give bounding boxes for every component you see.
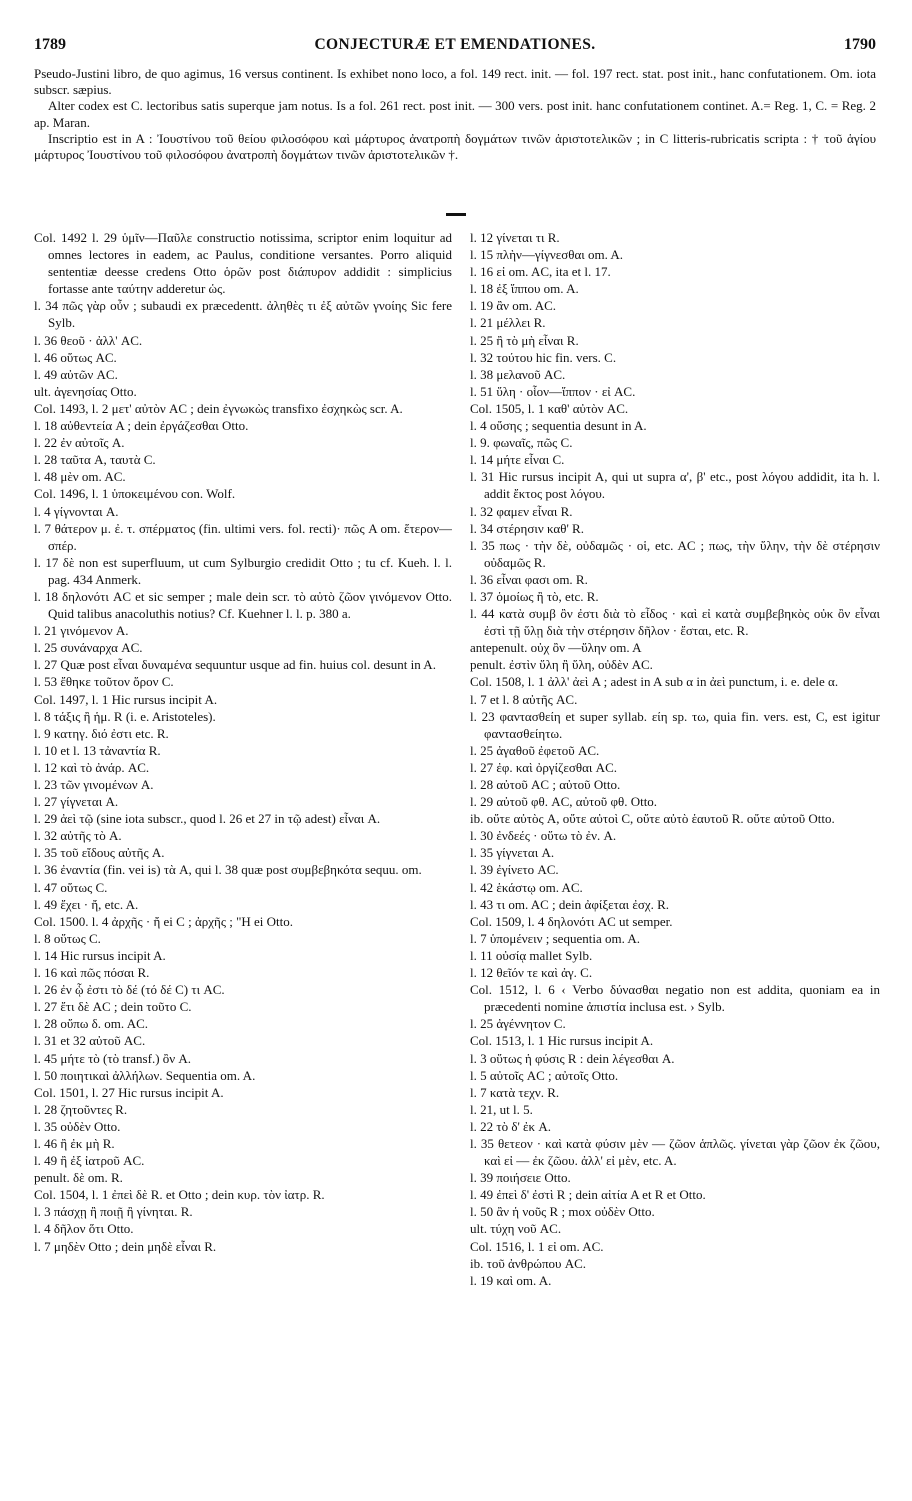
note-entry: l. 53 ἔθηκε τοῦτον ὅρον C.	[34, 674, 174, 690]
note-entry: l. 25 ἢ τὸ μὴ εἶναι R.	[470, 332, 579, 348]
note-entry: l. 35 γίγνεται A.	[470, 845, 555, 861]
note-entry: l. 31 et 32 αὐτοῦ AC.	[34, 1033, 146, 1049]
note-entry: l. 8 οὕτως C.	[34, 930, 101, 946]
note-entry: l. 16 εἰ om. AC, ita et l. 17.	[470, 264, 611, 280]
note-entry: Col. 1501, l. 27 Hic rursus incipit A.	[34, 1084, 224, 1100]
note-entry: l. 4 δῆλον ὅτι Otto.	[34, 1221, 134, 1237]
note-entry: l. 14 Hic rursus incipit A.	[34, 947, 166, 963]
note-entry: l. 35 θετεον · καὶ κατὰ φύσιν μὲν — ζῶον ἁπλῶς. γίνεται γὰρ ζῶον ἐκ ζῶου, καὶ εἰ — ἐκ ζῶου. ἀλλ' εἰ μὲν, etc. A.	[470, 1135, 880, 1169]
note-entry: Col. 1496, l. 1 ὑποκειμένου con. Wolf.	[34, 486, 236, 502]
note-entry: l. 35 τοῦ εἴδους αὐτῆς A.	[34, 845, 165, 861]
note-entry: l. 15 πλὴν—γίγνεσθαι om. A.	[470, 247, 624, 263]
note-entry: l. 36 ἐναντία (fin. vei is) τὰ A, qui l. 38 quæ post συμβεβηκότα sequu. om.	[34, 862, 422, 878]
intro-paragraph: Inscriptio est in A : Ἰουστίνου τοῦ θείου φιλοσόφου καὶ μάρτυρος ἀνατροπὴ δογμάτων τινῶν ἀριστοτελικῶν ; in C litteris-rubricatis scripta : † τοῦ ἁγίου μάρτυρος Ἰουστίνου τοῦ φιλοσόφου ἀνατροπὴ δογμάτων τινῶν ἀριστοτελικῶν †.	[34, 130, 876, 163]
note-entry: l. 51 ὕλη · οἷον—ἵππον · εἰ AC.	[470, 383, 636, 399]
note-entry: l. 8 τάξις ἢ ἡμ. R (i. e. Aristoteles).	[34, 708, 216, 724]
note-entry: l. 38 μελανοῦ AC.	[470, 366, 566, 382]
note-entry: l. 28 ταῦτα A, ταυτὰ C.	[34, 452, 156, 468]
note-entry: Col. 1516, l. 1 εἰ om. AC.	[470, 1238, 604, 1254]
note-entry: l. 49 αὐτῶν AC.	[34, 366, 118, 382]
intro-paragraph: Alter codex est C. lectoribus satis superque jam notus. Is a fol. 261 rect. post init. — 300 vers. post init. hanc confutationem continet. A.= Reg. 1, C. = Reg. 2 ap. Maran.	[34, 98, 876, 130]
right-column	[470, 229, 880, 1289]
note-entry: l. 32 τούτου hic fin. vers. C.	[470, 349, 617, 365]
intro-paragraphs	[34, 66, 876, 163]
note-entry: l. 48 μὲν om. AC.	[34, 469, 126, 485]
note-entry: l. 16 καὶ πῶς πόσαι R.	[34, 965, 150, 981]
left-column	[34, 229, 452, 1255]
note-entry: l. 43 τι om. AC ; dein ἀφίξεται ἐσχ. R.	[470, 896, 670, 912]
note-entry: l. 37 ὁμοίως ἢ τὸ, etc. R.	[470, 588, 599, 604]
note-entry: ult. τύχη νοῦ AC.	[470, 1221, 562, 1237]
note-entry: l. 32 αὐτῆς τὸ A.	[34, 828, 122, 844]
note-entry: Col. 1504, l. 1 ἐπεὶ δὲ R. et Otto ; dein κυρ. τὸν ἰατρ. R.	[34, 1187, 325, 1203]
note-entry: l. 21, ut l. 5.	[470, 1101, 533, 1117]
note-entry: l. 4 οὔσης ; sequentia desunt in A.	[470, 418, 647, 434]
note-entry: l. 7 θάτερον μ. ἐ. τ. σπέρματος (fin. ultimi vers. fol. recti)· πῶς A om. ἕτερον—σπέρ.	[34, 520, 452, 553]
note-entry: l. 10 et l. 13 τἀναντία R.	[34, 742, 161, 758]
note-entry: l. 5 αὐτοῖς AC ; αὐτοῖς Otto.	[470, 1067, 619, 1083]
note-entry: l. 21 μέλλει R.	[470, 315, 546, 331]
note-entry: l. 39 ἐγίνετο AC.	[470, 862, 559, 878]
note-entry: l. 49 ἢ ἐξ ἰατροῦ AC.	[34, 1153, 145, 1169]
note-entry: l. 4 γίγνονται A.	[34, 503, 119, 519]
note-entry: l. 27 Quæ post εἶναι δυναμένα sequuntur usque ad fin. huius col. desunt in A.	[34, 657, 436, 673]
note-entry: penult. ἐστὶν ὕλη ἢ ὕλη, οὐδὲν AC.	[470, 657, 653, 673]
note-entry: l. 25 ἀγαθοῦ ἐφετοῦ AC.	[470, 742, 600, 758]
note-entry: l. 18 αὐθεντεία A ; dein ἐργάζεσθαι Otto.	[34, 418, 249, 434]
note-entry: Col. 1508, l. 1 ἀλλ' ἀεὶ A ; adest in A sub α in ἀεὶ punctum, i. e. dele α.	[470, 674, 839, 690]
note-entry: l. 7 μηδὲν Otto ; dein μηδὲ εἶναι R.	[34, 1238, 217, 1254]
note-entry: l. 18 δηλονότι AC et sic semper ; male dein scr. τὸ αὐτὸ ζῶον γινόμενον Otto. Quid talibus anacoluthis notius? Cf. Kuehner l. l. p. 380 a.	[34, 588, 452, 622]
note-entry: l. 25 ἀγέννητον C.	[470, 1016, 566, 1032]
note-entry: l. 30 ἐνδεές · οὕτω τὸ ἐν. A.	[470, 828, 617, 844]
note-entry: l. 26 ἐν ᾧ ἐστι τὸ δέ (τό δέ C) τι AC.	[34, 982, 225, 998]
note-entry: l. 12 γίνεται τι R.	[470, 230, 560, 245]
note-entry: l. 3 οὕτως ἡ φύσις R : dein λέγεσθαι A.	[470, 1050, 675, 1066]
note-entry: ult. ἀγενησίας Otto.	[34, 383, 137, 399]
note-entry: l. 50 ἂν ἡ νοῦς R ; mox οὐδὲν Otto.	[470, 1204, 655, 1220]
note-entry: l. 17 δὲ non est superfluum, ut cum Sylburgio credidit Otto ; tu cf. Kueh. l. l. pag. 434 Anmerk.	[34, 554, 452, 587]
running-title: CONJECTURÆ ET EMENDATIONES.	[314, 36, 596, 53]
note-entry: l. 9 κατηγ. διό ἐστι etc. R.	[34, 725, 169, 741]
note-entry: l. 50 ποιητικαὶ ἀλλήλων. Sequentia om. A.	[34, 1067, 256, 1083]
note-entry: l. 34 στέρησιν καθ' R.	[470, 520, 584, 536]
note-entry: l. 3 πάσχῃ ἢ ποιῇ ἢ γίνηται. R.	[34, 1204, 193, 1220]
note-entry: l. 49 ἐπεὶ δ' ἐστὶ R ; dein αἰτία A et R et Otto.	[470, 1187, 706, 1203]
section-divider	[446, 213, 466, 216]
note-entry: Col. 1512, l. 6 ‹ Verbo δύνασθαι negatio non est addita, quoniam ea in præcedenti nomine ἀπιστία inclusa est. › Sylb.	[470, 982, 880, 1015]
note-entry: l. 45 μήτε τὸ (τὸ transf.) ὂν A.	[34, 1050, 192, 1066]
page-number-right: 1790	[844, 36, 876, 53]
note-entry: l. 22 τὸ δ' ἐκ A.	[470, 1118, 551, 1134]
note-entry: l. 7 κατὰ τεχν. R.	[470, 1084, 560, 1100]
note-entry: l. 9. φωναῖς, πῶς C.	[470, 435, 573, 451]
note-entry: penult. δὲ om. R.	[34, 1170, 123, 1186]
note-entry: Col. 1497, l. 1 Hic rursus incipit A.	[34, 691, 218, 707]
note-entry: l. 36 θεοῦ · ἀλλ' AC.	[34, 332, 143, 348]
note-entry: l. 18 ἐξ ἵππου om. A.	[470, 281, 579, 297]
note-entry: l. 29 ἀεὶ τῷ (sine iota subscr., quod l. 26 et 27 in τῷ adest) εἶναι A.	[34, 811, 381, 827]
note-entry: l. 39 ποιήσειε Otto.	[470, 1170, 571, 1186]
note-entry: Col. 1493, l. 2 μετ' αὐτὸν AC ; dein ἐγνωκὼς transfixo ἐσχηκὼς scr. A.	[34, 400, 403, 416]
note-entry: Col. 1509, l. 4 δηλονότι AC ut semper.	[470, 913, 673, 929]
note-entry: l. 36 εἶναι φασι om. R.	[470, 571, 588, 587]
running-header	[34, 36, 876, 58]
note-entry: l. 11 οὐσίᾳ mallet Sylb.	[470, 947, 593, 963]
note-entry: l. 23 τῶν γινομένων A.	[34, 777, 154, 792]
note-entry: l. 12 θεῖόν τε καὶ ἀγ. C.	[470, 965, 593, 981]
note-entry: l. 27 ἐφ. καὶ ὀργίζεσθαι AC.	[470, 759, 617, 775]
note-entry: l. 22 ἐν αὐτοῖς A.	[34, 435, 125, 451]
note-entry: l. 19 καὶ om. A.	[470, 1272, 552, 1288]
note-entry: ib. τοῦ ἀνθρώπου AC.	[470, 1255, 587, 1271]
note-entry: l. 29 αὐτοῦ φθ. AC, αὐτοῦ φθ. Otto.	[470, 794, 658, 810]
note-entry: l. 35 οὐδὲν Otto.	[34, 1118, 121, 1134]
page-number-left: 1789	[34, 36, 66, 53]
note-entry: l. 28 ζητοῦντες R.	[34, 1101, 128, 1117]
note-entry: Col. 1500. l. 4 ἀρχῆς · ἤ ei C ; ἀρχῆς ; "H ei Otto.	[34, 913, 294, 929]
note-entry: l. 12 καὶ τὸ ἀνάρ. AC.	[34, 759, 150, 775]
note-entry: Col. 1492 l. 29 ὑμῖν—Παῦλε constructio notissima, scriptor enim loquitur ad omnes lectores in eadem, ac Paulus, conditione versantes. Porro aliquid sententiæ deesse credens Otto ὁρῶν post διάπυρον addidit : simplicius fortasse ante ταύτην adderetur ὡς.	[34, 230, 452, 297]
note-entry: l. 28 αὐτοῦ AC ; αὐτοῦ Otto.	[470, 777, 621, 792]
note-entry: l. 35 πως · τὴν δὲ, οὐδαμῶς · οἱ, etc. AC ; πως, τὴν ὕλην, τὴν δὲ στέρησιν οὐδαμῶς R.	[470, 537, 880, 570]
note-entry: l. 32 φαμεν εἶναι R.	[470, 503, 573, 519]
note-entry: l. 34 πῶς γὰρ οὖν ; subaudi ex præcedentt. ἀληθὲς τι ἐξ αὐτῶν γνοίης Sic fere Sylb.	[34, 298, 452, 331]
note-entry: l. 31 Hic rursus incipit A, qui ut supra α', β' etc., post λόγου addidit, ita h. l. addit ἔκτος post λόγου.	[470, 469, 880, 502]
note-entry: l. 49 ἔχει · ἤ, etc. A.	[34, 896, 139, 912]
note-entry: l. 14 μήτε εἶναι C.	[470, 452, 565, 468]
note-entry: l. 44 κατὰ συμβ ὂν ἐστι διὰ τὸ εἶδος · καὶ εἰ κατὰ συμβεβηκὸς οὐκ ὂν εἶναι ἐστὶ τῇ ὕλῃ διὰ τὴν στέρησιν δῆλον · ἔσται, etc. R.	[470, 606, 880, 639]
note-entry: ib. οὔτε αὐτὸς A, οὔτε αὐτοὶ C, οὔτε αὐτὸ ἑαυτοῦ R. οὔτε αὐτοῦ Otto.	[470, 811, 835, 827]
note-entry: l. 21 γινόμενον A.	[34, 623, 129, 639]
note-entry: l. 27 ἔτι δὲ AC ; dein τοῦτο C.	[34, 999, 192, 1015]
intro-paragraph: Pseudo-Justini libro, de quo agimus, 16 versus continent. Is exhibet nono loco, a fol. 149 rect. init. — fol. 197 rect. stat. post init., hanc confutationem. Om. iota subscr. sæpius.	[34, 66, 876, 98]
note-entry: l. 47 οὕτως C.	[34, 879, 108, 895]
note-entry: l. 19 ἂν om. AC.	[470, 298, 557, 314]
note-entry: l. 27 γίγνεται A.	[34, 794, 119, 810]
note-entry: Col. 1505, l. 1 καθ' αὐτὸν AC.	[470, 400, 629, 416]
note-entry: l. 23 φαντασθείη et super syllab. είη sp. τω, quia fin. vers. est, C, est igitur φαντασθείητω.	[470, 708, 880, 741]
note-entry: l. 25 συνάναρχα AC.	[34, 640, 143, 656]
note-entry: l. 7 et l. 8 αὐτῆς AC.	[470, 691, 578, 707]
note-entry: Col. 1513, l. 1 Hic rursus incipit A.	[470, 1033, 654, 1049]
note-entry: l. 46 οὕτως AC.	[34, 349, 117, 365]
note-entry: antepenult. οὐχ ὂν —ὕλην om. A	[470, 640, 642, 656]
note-entry: l. 28 οὔπω δ. om. AC.	[34, 1016, 148, 1032]
note-entry: l. 42 ἑκάστῳ om. AC.	[470, 879, 583, 895]
note-entry: l. 46 ἢ ἐκ μὴ R.	[34, 1135, 115, 1151]
note-entry: l. 7 ὑπομένειν ; sequentia om. A.	[470, 930, 640, 946]
